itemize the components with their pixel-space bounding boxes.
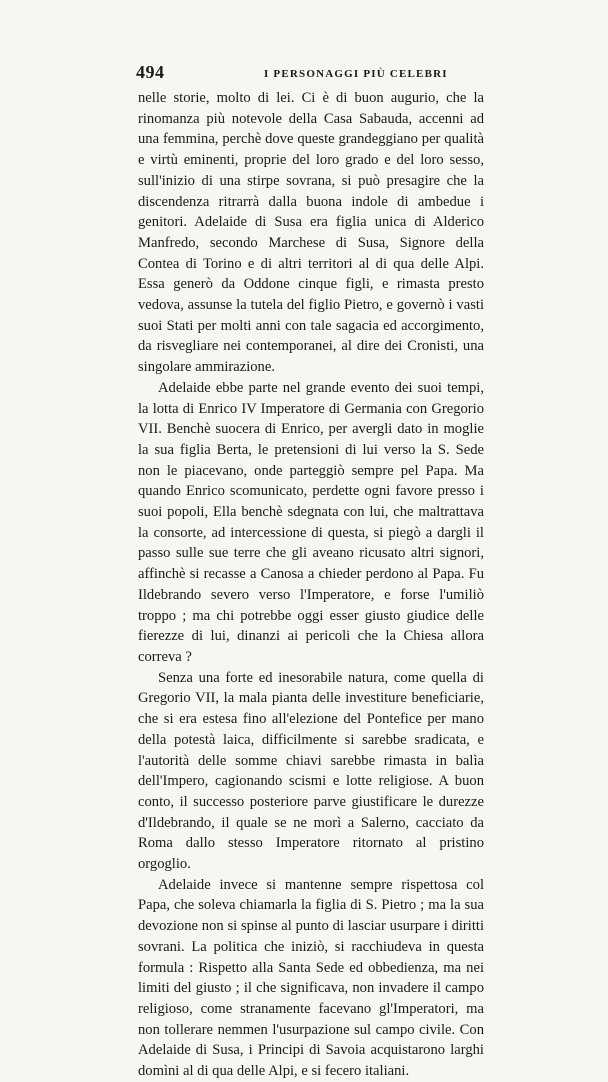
paragraph: Adelaide ebbe parte nel grande evento dei suoi tempi, la lotta di Enrico IV Imperatore di Germania con Gregorio VII. Benchè suocera di Enrico, per avergli dato in moglie la sua figlia Berta, le pretensioni di lui verso la S. Sede non le piacevano, onde parteggiò sempre pel Papa. Ma quando Enrico scomunicato, perdette ogni favore presso i suoi popoli, Ella benchè sdegnata con lui, che maltrattava la consorte, ad intercessione di questa, si piegò a dargli il passo sulle sue terre che gli aveano ricusato altri signori, affinchè si recasse a Canosa a chieder perdono al Papa. Fu Ildebrando severo verso l'Imperatore, e forse l'umiliò troppo ; ma chi potrebbe oggi esser giusto giudice delle fierezze di lui, dinanzi ai pericoli che la Chiesa allora correva ? [138,379,484,665]
paragraph: Adelaide invece si mantenne sempre rispettosa col Papa, che soleva chiamarla la figlia di S. Pietro ; ma la sua devozione non si spinse al punto di lasciar usurpare i diritti sovrani. La politica che iniziò, si racchiudeva in questa formula : Rispetto alla Santa Sede ed obbedienza, ma nei limiti del giusto ; il che significava, non invadere il campo religioso, come stranamente facevano gl'Imperatori, ma non tollerare nemmen l'usurpazione sul campo civile. Con Adelaide di Susa, i Principi di Savoia acquistarono larghi domìni al di qua delle Alpi, e si fecero italiani. [138,876,484,1080]
paragraph: nelle storie, molto di lei. Ci è di buon augurio, che la rinomanza più notevole della Casa Sabauda, accenni ad una femmina, perchè dove queste grandeggiano per qualità e virtù eminenti, proprie del loro grado e del loro sesso, sull'inizio di una stirpe sovrana, si può presagire che la discendenza ritrarrà dalla buona indole di ambedue i genitori. Adelaide di Susa era figlia unica di Alderico Manfredo, secondo Marchese di Susa, Signore della Contea di Torino e di altri territori al di qua delle Alpi. Essa generò da Oddone cinque figli, e rimasta presto vedova, assunse la tutela del figlio Pietro, e governò i vasti suoi Stati per molti anni con tale sagacia ed accorgimento, da risvegliare nei contemporanei, al dire dei Cronisti, una singolare ammirazione. [138,90,484,376]
paragraph: Senza una forte ed inesorabile natura, come quella di Gregorio VII, la mala pianta delle investiture beneficiarie, che si era estesa fino all'elezione del Pontefice per mano della potestà laica, difficilmente si sarebbe sradicata, e l'autorità delle somme chiavi sarebbe rimasta in balìa dell'Impero, cagionando scismi e lotte religiose. A buon conto, il successo posteriore parve giustificare le durezze d'Ildebrando, il quale se ne morì a Salerno, cacciato da Roma dallo stesso Imperatore ritornato al pristino orgoglio. [138,669,484,873]
page-header [136,62,486,86]
page-number: 494 [136,62,165,82]
body-text [138,88,484,1082]
running-head: I PERSONAGGI PIÙ CELEBRI [264,68,448,80]
